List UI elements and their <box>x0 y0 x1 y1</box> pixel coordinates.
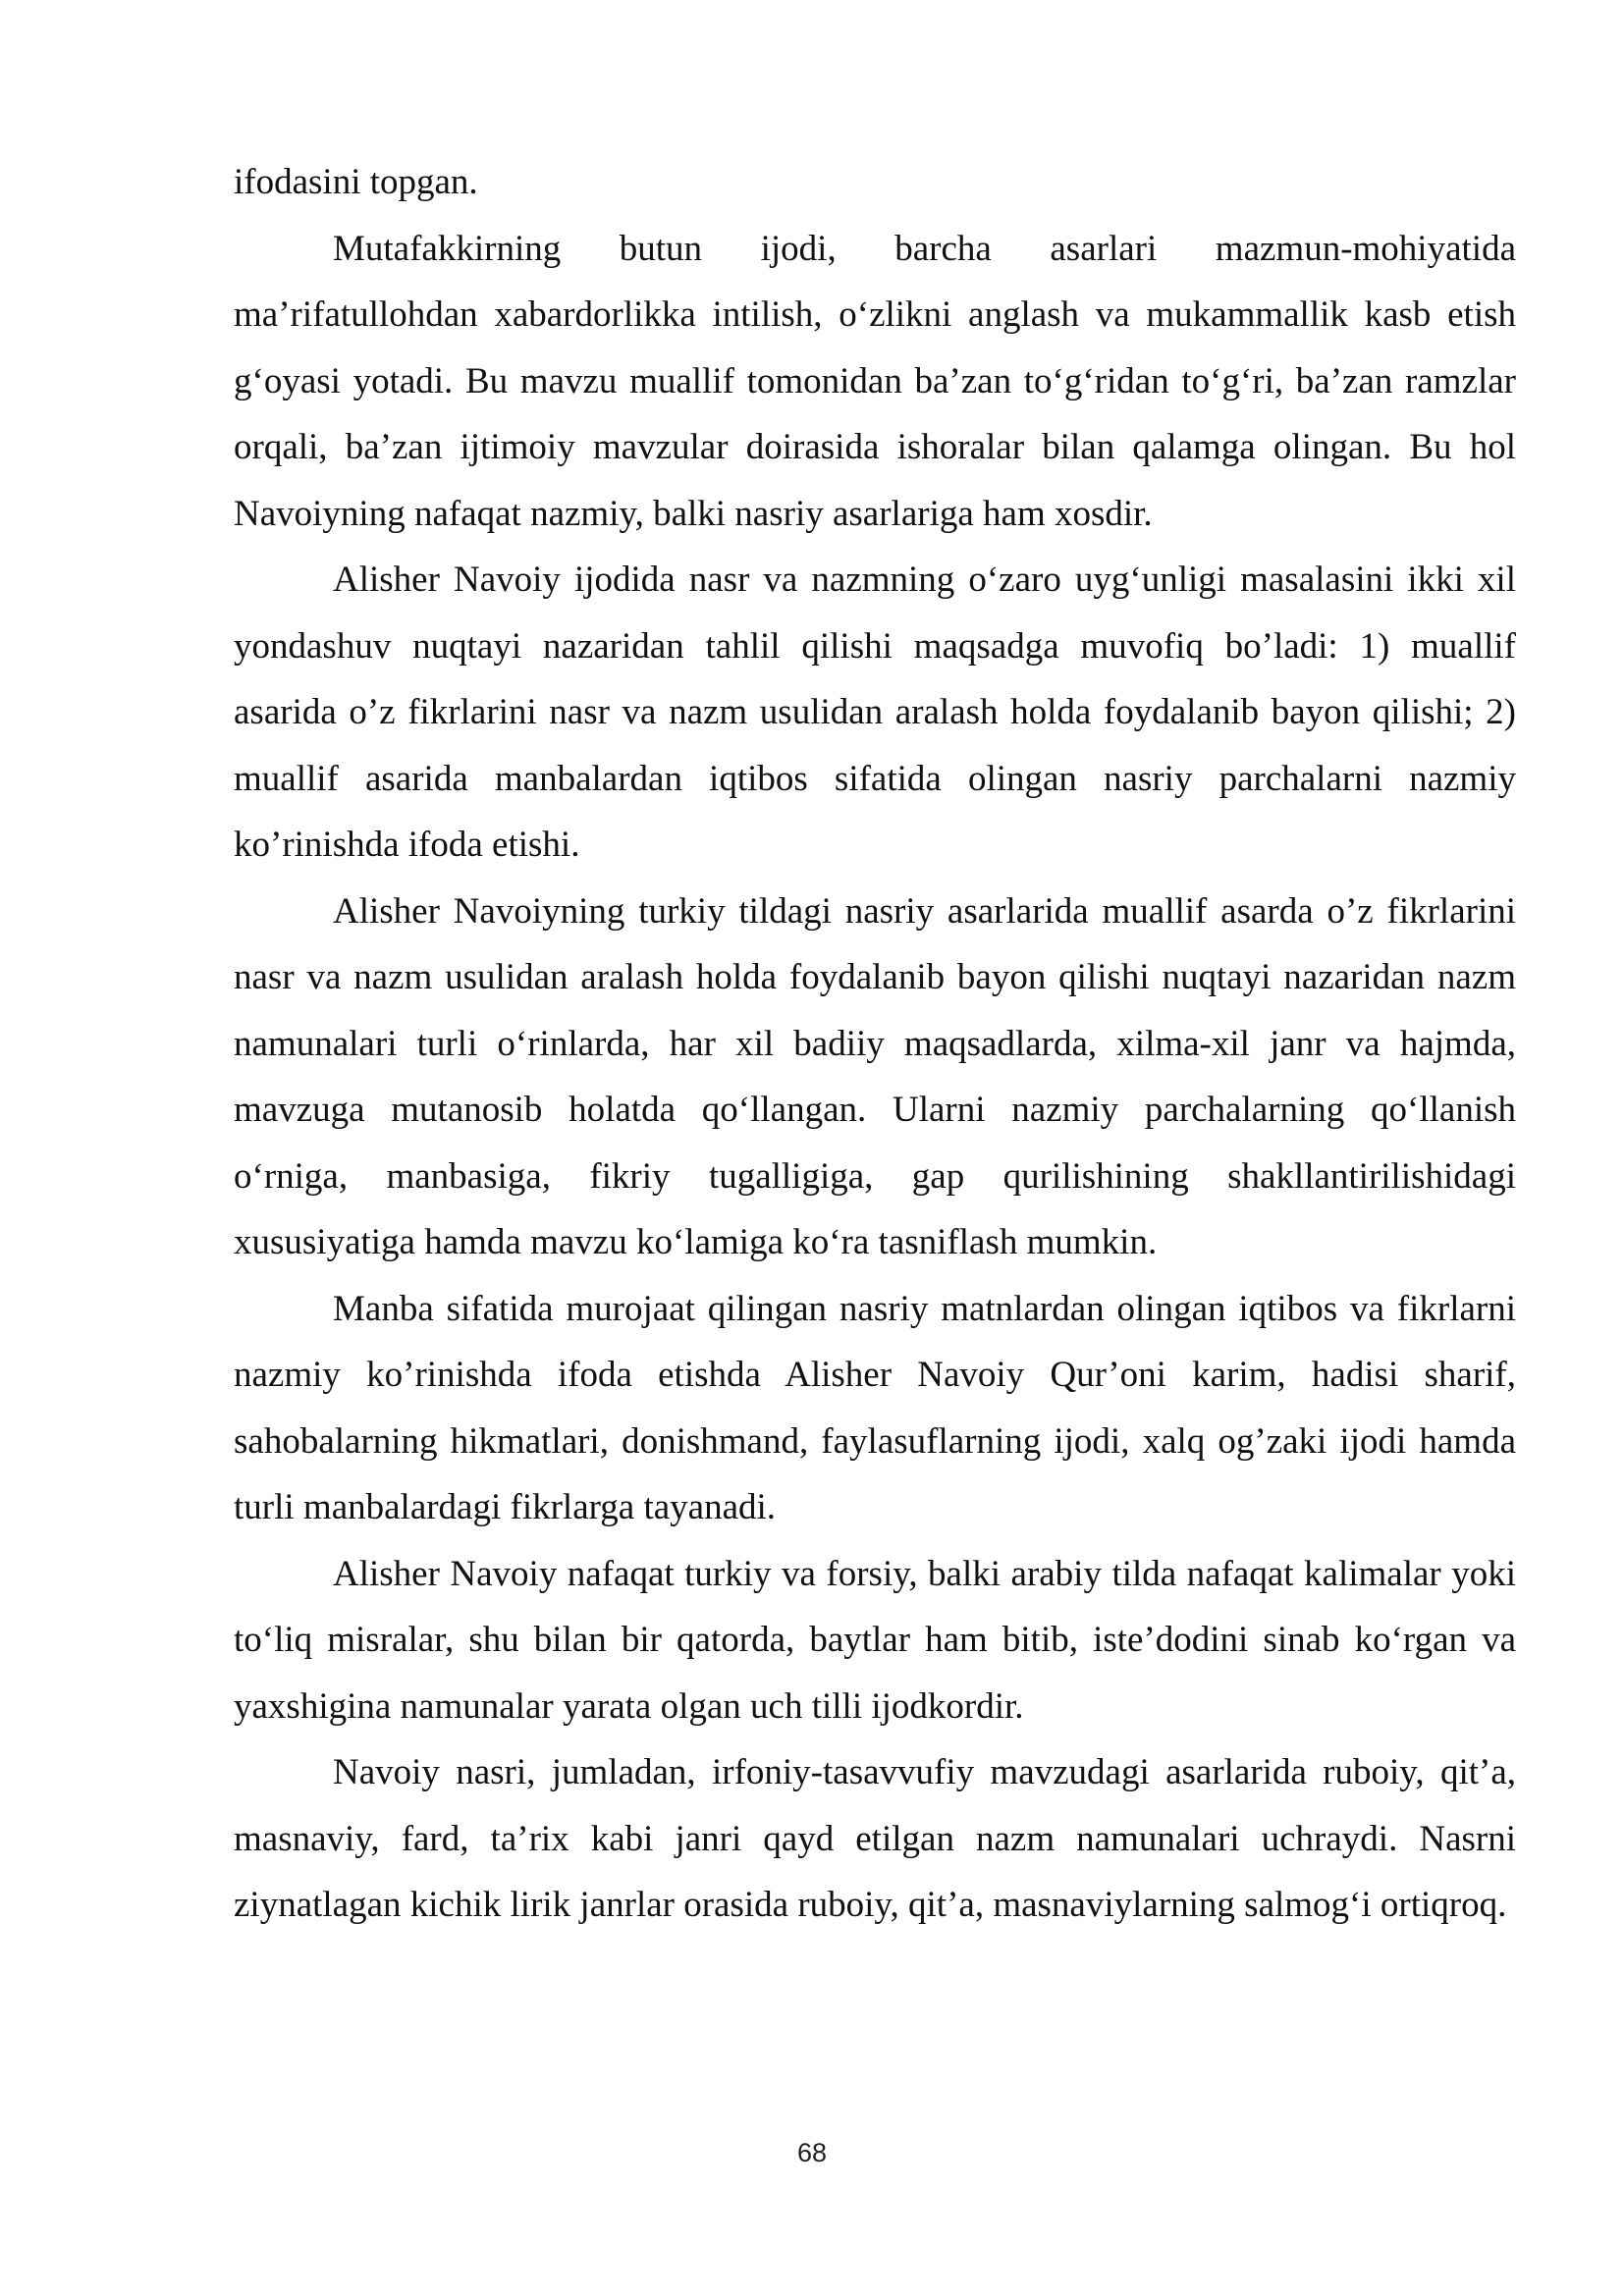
paragraph: Mutafakkirning butun ijodi, barcha asarlari mazmun-mohiyatida ma’rifatullohdan xabardorlikka intilish, o‘zlikni anglash va mukammallik kasb etish g‘oyasi yotadi. Bu mavzu muallif tomonidan ba’zan to‘g‘ridan to‘g‘ri, ba’zan ramzlar orqali, ba’zan ijtimoiy mavzular doirasida ishoralar bilan qalamga olingan. Bu hol Navoiyning nafaqat nazmiy, balki nasriy asarlariga ham xosdir. <box>234 228 1516 534</box>
paragraph-continuation: ifodasini topgan. <box>234 162 478 202</box>
paragraph: Navoiy nasri, jumladan, irfoniy-tasavvufiy mavzudagi asarlarida ruboiy, qit’a, masnaviy, fard, ta’rix kabi janri qayd etilgan nazm namunalari uchraydi. Nasrni ziynatlagan kichik lirik janrlar orasida ruboiy, qit’a, masnaviylarning salmog‘i ortiqroq. <box>234 1752 1516 1925</box>
body-text <box>234 149 1516 1939</box>
paragraph: Manba sifatida murojaat qilingan nasriy matnlardan olingan iqtibos va fikrlarni nazmiy ko’rinishda ifoda etishda Alisher Navoiy Qur’oni karim, hadisi sharif, sahobalarning hikmatlari, donishmand, faylasuflarning ijodi, xalq og’zaki ijodi hamda turli manbalardagi fikrlarga tayanadi. <box>234 1288 1516 1527</box>
paragraph: Alisher Navoiy ijodida nasr va nazmning o‘zaro uyg‘unligi masalasini ikki xil yondashuv nuqtayi nazaridan tahlil qilishi maqsadga muvofiq bo’ladi: 1) muallif asarida o’z fikrlarini nasr va nazm usulidan aralash holda foydalanib bayon qilishi; 2) muallif asarida manbalardan iqtibos sifatida olingan nasriy parchalarni nazmiy ko’rinishda ifoda etishi. <box>234 560 1516 865</box>
paragraph: Alisher Navoiy nafaqat turkiy va forsiy, balki arabiy tilda nafaqat kalimalar yoki to‘liq misralar, shu bilan bir qatorda, baytlar ham bitib, iste’dodini sinab ko‘rgan va yaxshigina namunalar yarata olgan uch tilli ijodkordir. <box>234 1553 1516 1727</box>
paragraph: Alisher Navoiyning turkiy tildagi nasriy asarlarida muallif asarda o’z fikrlarini nasr va nazm usulidan aralash holda foydalanib bayon qilishi nuqtayi nazaridan nazm namunalari turli o‘rinlarda, har xil badiiy maqsadlarda, xilma-xil janr va hajmda, mavzuga mutanosib holatda qo‘llangan. Ularni nazmiy parchalarning qo‘llanish o‘rniga, manbasiga, fikriy tugalligiga, gap qurilishining shakllantirilishidagi xususiyatiga hamda mavzu ko‘lamiga ko‘ra tasniflash mumkin. <box>234 890 1516 1262</box>
page-number: 68 <box>796 2138 828 2167</box>
